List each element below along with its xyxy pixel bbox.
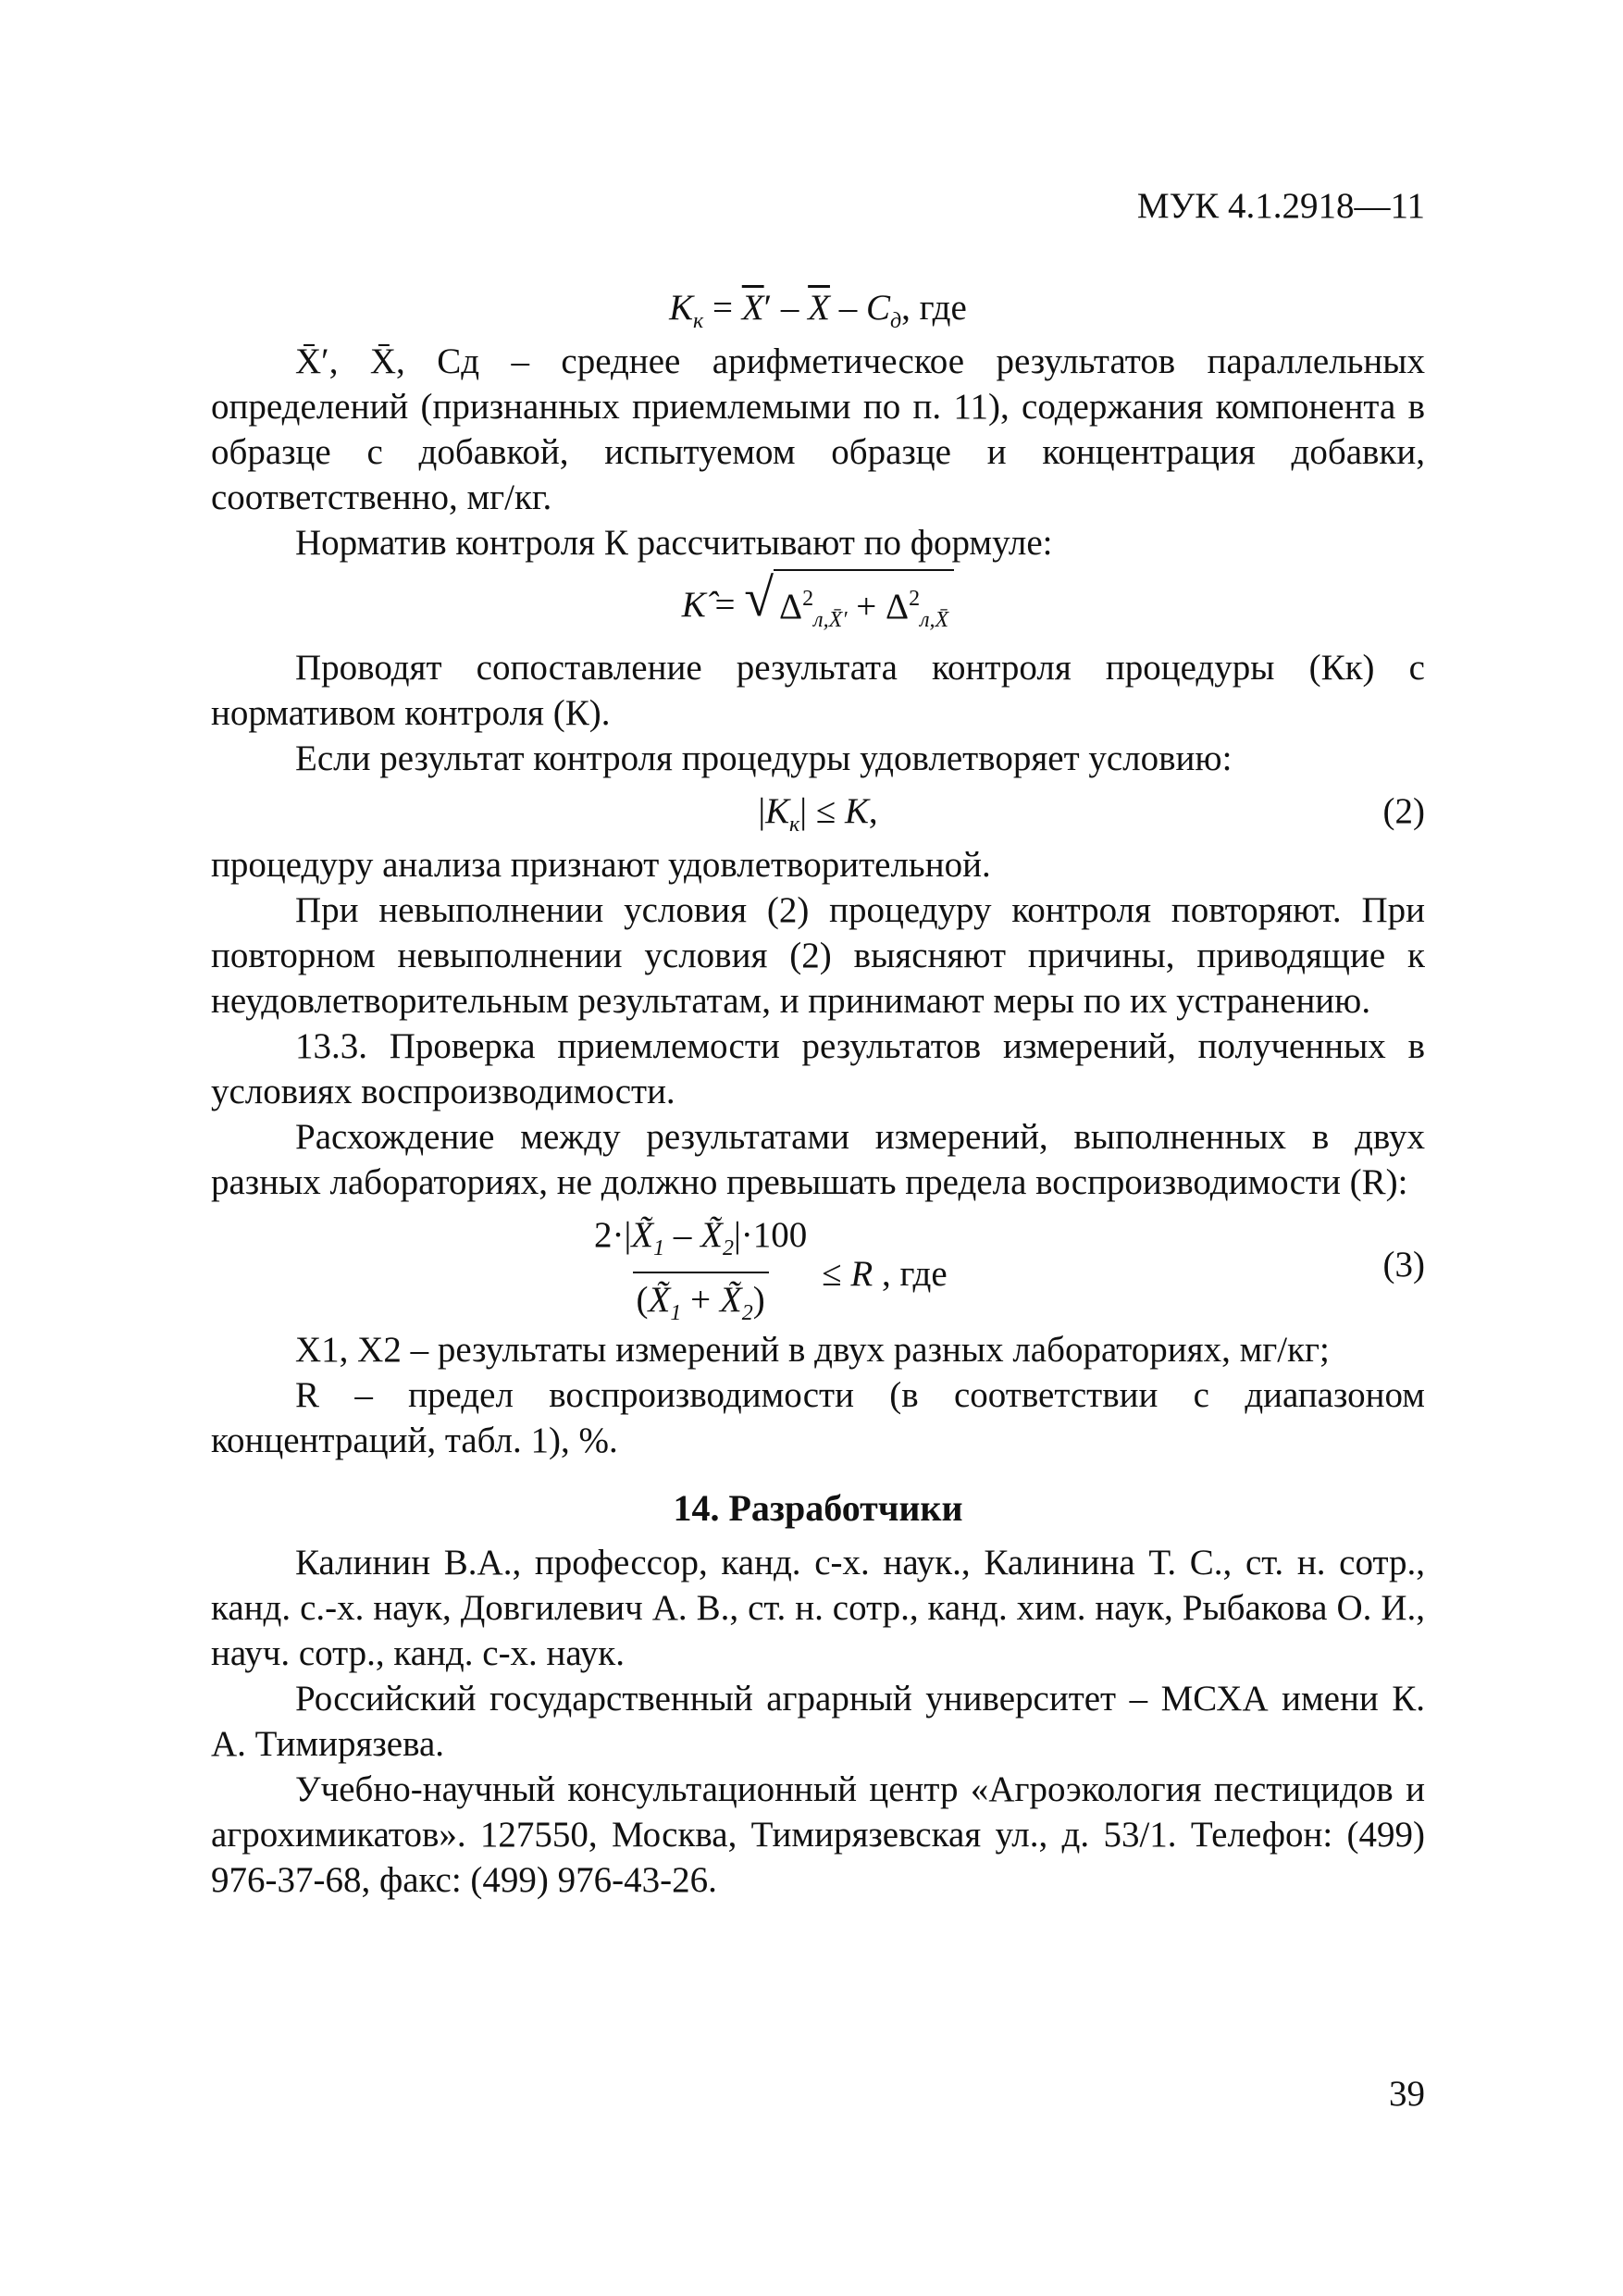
- paragraph-authors: Калинин В.А., профессор, канд. с-х. наук., Калинина Т. С., ст. н. сотр., канд. с.-х. наук, Довгилевич А. В., ст. н. сотр., канд. хим. наук, Рыбакова О. И., науч. сотр., канд. с-х. наук.: [211, 1543, 1425, 1673]
- paragraph-13-3: 13.3. Проверка приемлемости результатов измерений, полученных в условиях воспроизводимости.: [211, 1026, 1425, 1111]
- section-title: 14. Разработчики: [673, 1487, 963, 1529]
- formula-k: К̂ = √ $\Delta^2_{л,X̄'} + \Delta^2_{л,X̄}$: [211, 565, 1425, 645]
- paragraph-accept: процедуру анализа признают удовлетворительной.: [211, 845, 991, 885]
- formula-condition: $|К_к| \le К$, (2): [211, 781, 1425, 842]
- paragraph-x1x2: X1, X2 – результаты измерений в двух разных лабораториях, мг/кг;: [295, 1330, 1330, 1370]
- formula-kk: $К_к = \overline{X}' - \overline{X} - С_д$, где: [669, 288, 967, 333]
- equation-number-3: (3): [1382, 1245, 1425, 1285]
- paragraph-notation: X̄′, X̄, Сд – среднее арифметическое результатов параллельных определений (признанных приемлемыми по п. 11), содержания компонента в образце с добавкой, испытуемом образце и концентрация добавки, соответственно, мг/кг.: [211, 341, 1425, 517]
- paragraph-university: Российский государственный аграрный университет – МСХА имени К. А. Тимирязева.: [211, 1679, 1425, 1764]
- paragraph-repeat: При невыполнении условия (2) процедуру контроля повторяют. При повторном невыполнении условия (2) выясняют причины, приводящие к неудовлетворительным результатам, и принимают меры по их устранению.: [211, 890, 1425, 1021]
- page-content: [211, 278, 1425, 1903]
- paragraph-norm: Норматив контроля К рассчитывают по формуле:: [295, 523, 1053, 563]
- paragraph-center: Учебно-научный консультационный центр «Агроэкология пестицидов и агрохимикатов». 127550, Москва, Тимирязевская ул., д. 53/1. Телефон: (499) 976-37-68, факс: (499) 976-43-26.: [211, 1769, 1425, 1900]
- paragraph-r: R – предел воспроизводимости (в соответствии с диапазоном концентраций, табл. 1), %.: [211, 1375, 1425, 1460]
- paragraph-repro: Расхождение между результатами измерений, выполненных в двух разных лабораториях, не должно превышать предела воспроизводимости (R):: [211, 1117, 1425, 1202]
- formula-repro: $\frac{2\cdot|X̃_1 - X̃_2|\cdot 100}{(X̃_1 + X̃_2)}$ ≤ R , где (3): [211, 1205, 1425, 1327]
- document-code: МУК 4.1.2918—11: [1136, 186, 1425, 226]
- paragraph-condition: Если результат контроля процедуры удовлетворяет условию:: [295, 738, 1233, 778]
- paragraph-compare: Проводят сопоставление результата контроля процедуры (Кк) с нормативом контроля (К).: [211, 648, 1425, 733]
- equation-number-2: (2): [1382, 791, 1425, 831]
- page-number: 39: [1389, 2074, 1425, 2114]
